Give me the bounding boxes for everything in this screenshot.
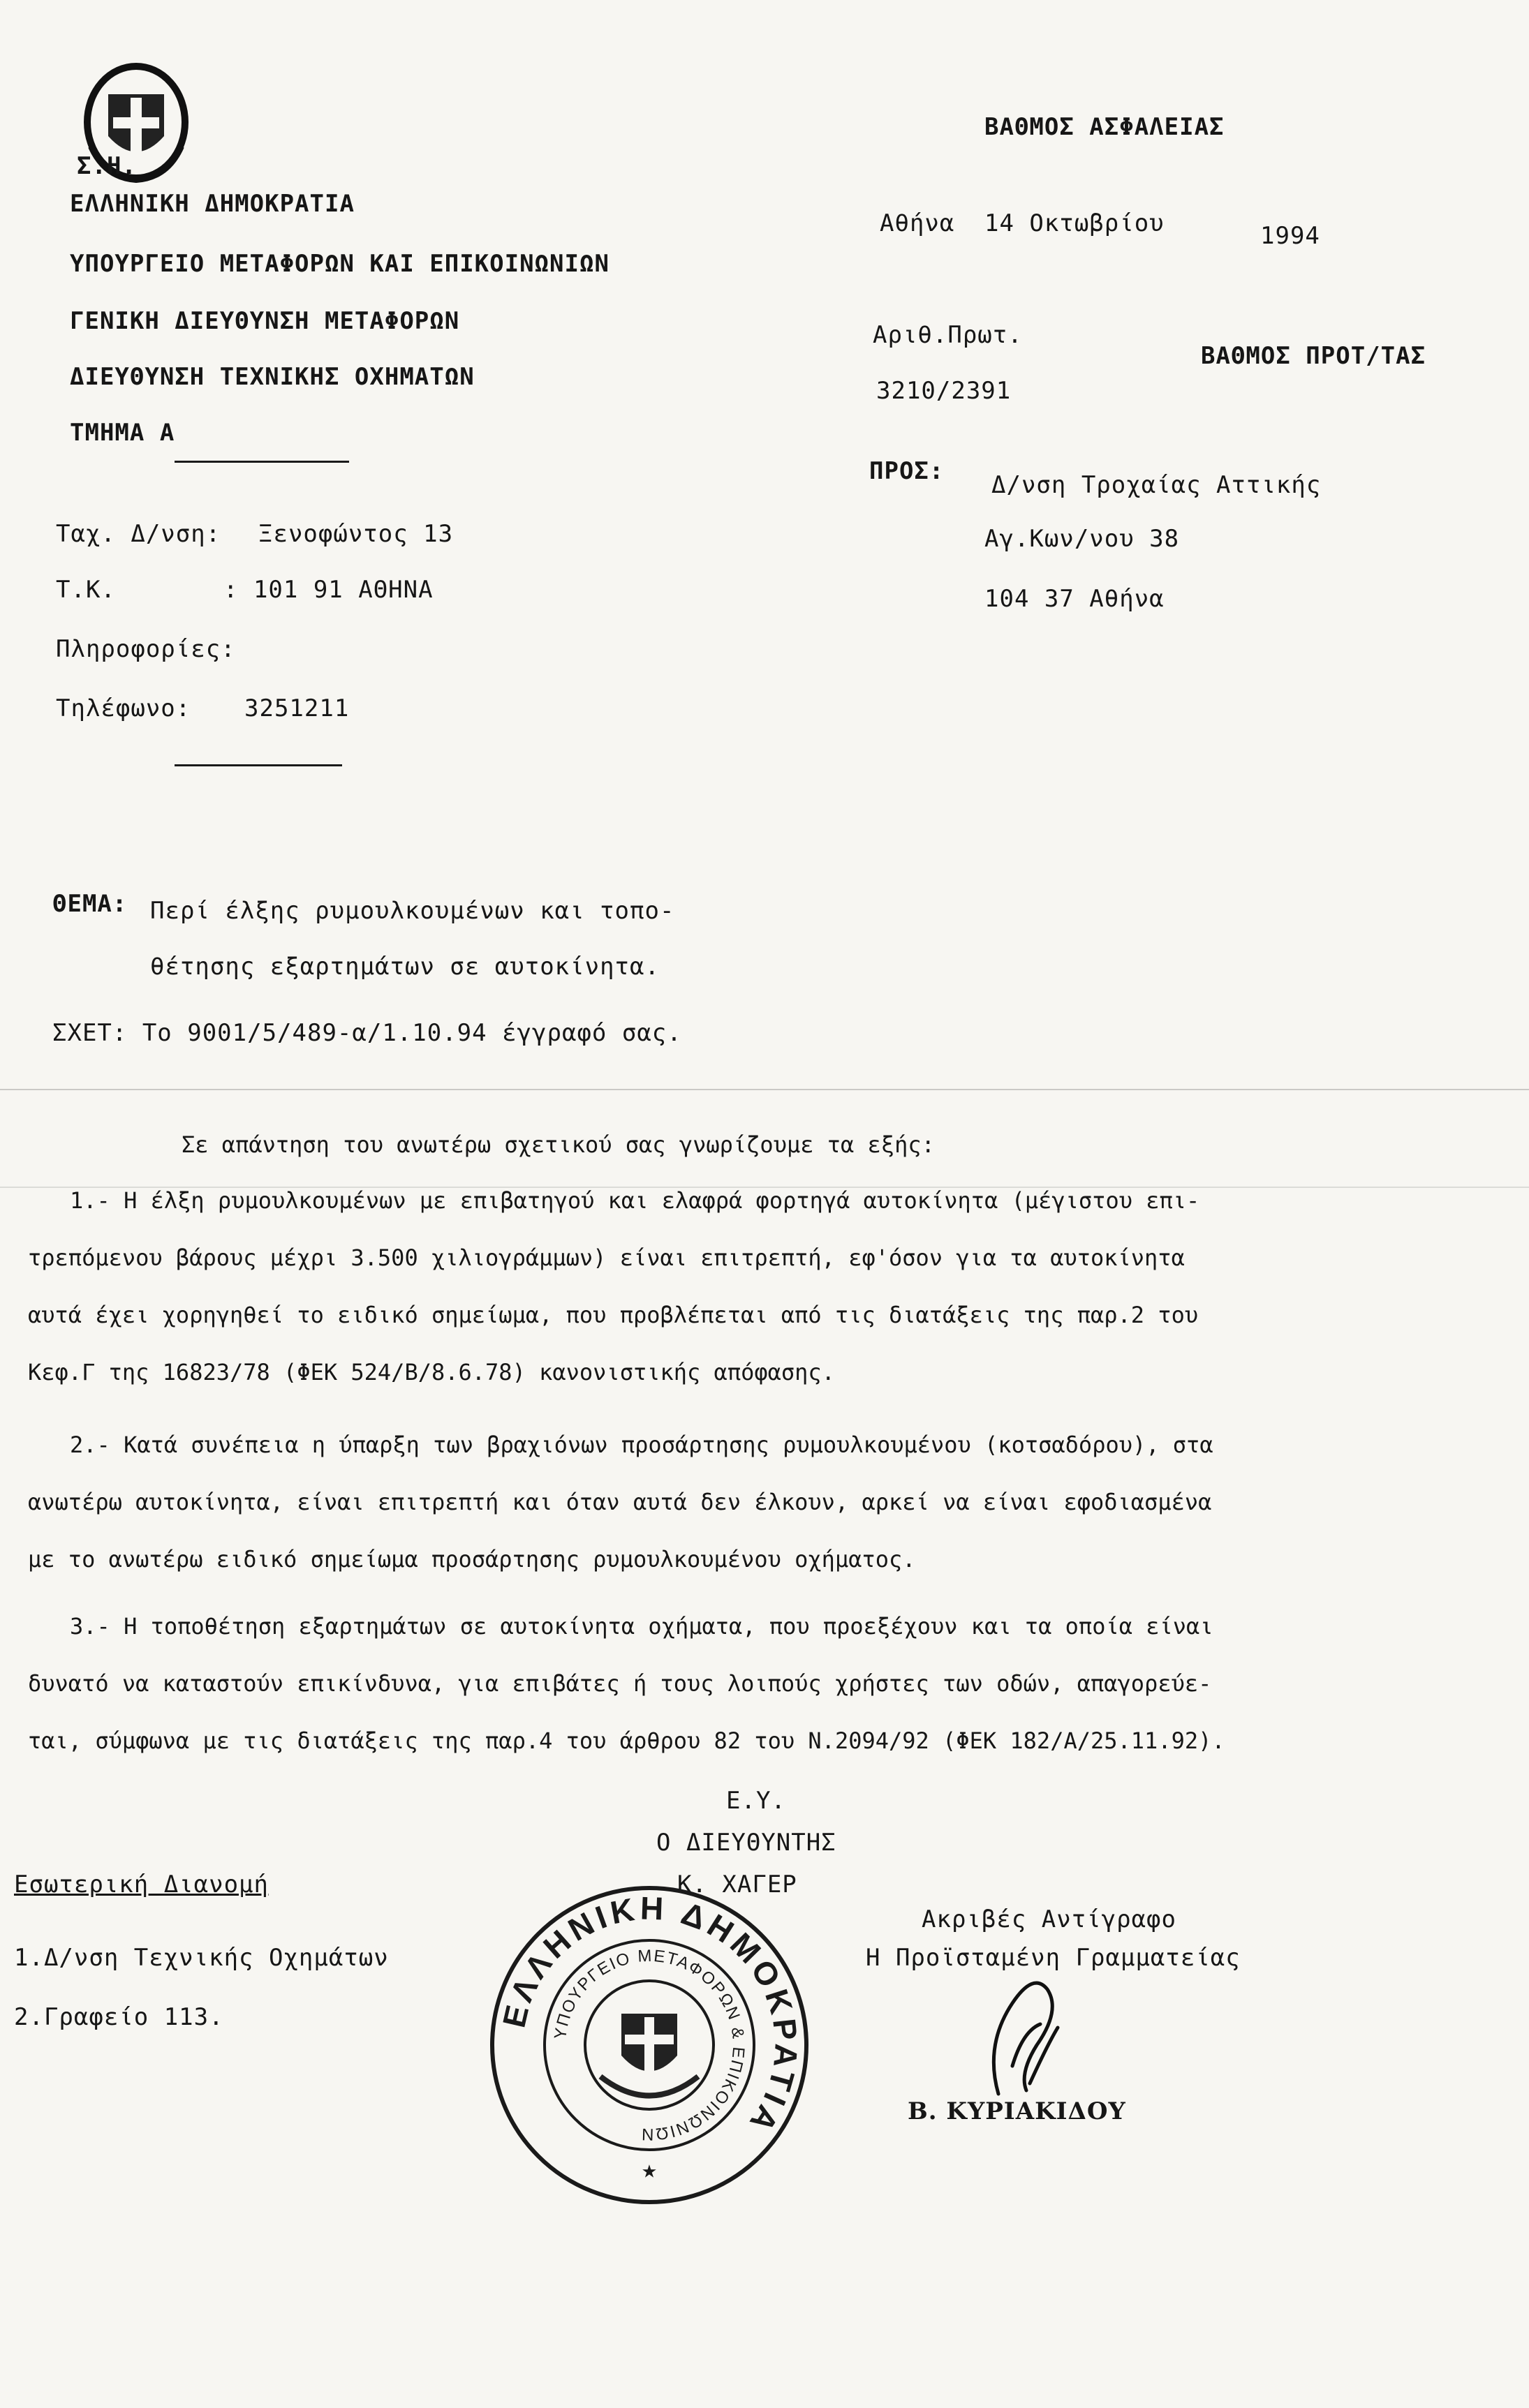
signature-title: Ο ΔΙΕΥΘΥΝΤΗΣ bbox=[656, 1829, 836, 1857]
date-value: 14 Οκτωβρίου bbox=[984, 209, 1165, 237]
stamp-outer-text: ΕΛΛΗΝΙΚΗ ΔΗΜΟΚΡΑΤΙΑ bbox=[495, 1889, 805, 2142]
stamp-inner-text: ΥΠΟΥΡΓΕΙΟ ΜΕΤΑΦΟΡΩΝ & ΕΠΙΚΟΙΝΩΝΙΩΝ bbox=[551, 1946, 748, 2144]
header-directorate: ΔΙΕΥΘΥΝΣΗ ΤΕΧΝΙΚΗΣ ΟΧΗΜΑΤΩΝ bbox=[70, 363, 475, 391]
signature-ey: Ε.Υ. bbox=[726, 1787, 786, 1815]
distribution-item-1: 1.Δ/νση Τεχνικής Οχημάτων bbox=[14, 1944, 389, 1972]
tk-value: : 101 91 ΑΘΗΝΑ bbox=[223, 576, 434, 604]
subject-reference: ΣΧΕΤ: Το 9001/5/489-α/1.10.94 έγγραφό σας. bbox=[52, 1019, 682, 1047]
copy-signatory-name: Β. ΚΥΡΙΑΚΙΔΟΥ bbox=[908, 2097, 1126, 2125]
p2-line-3: με το ανωτέρω ειδικό σημείωμα προσάρτησης ρυμουλκουμένου οχήματος. bbox=[28, 1546, 916, 1573]
distribution-title: Εσωτερική Διανομή bbox=[14, 1871, 269, 1898]
address-value: Ξενοφώντος 13 bbox=[258, 520, 454, 548]
subject-label: ΘΕΜΑ: bbox=[52, 890, 128, 918]
body-intro: Σε απάντηση του ανωτέρω σχετικού σας γνωρίζουμε τα εξής: bbox=[182, 1131, 935, 1158]
priority-level: ΒΑΘΜΟΣ ΠΡΟΤ/ΤΑΣ bbox=[1201, 342, 1426, 370]
recipient-line-1: Δ/νση Τροχαίας Αττικής bbox=[991, 471, 1322, 499]
p1-line-3: αυτά έχει χορηγηθεί το ειδικό σημείωμα, που προβλέπεται από τις διατάξεις της παρ.2 του bbox=[28, 1302, 1199, 1328]
address-label: Ταχ. Δ/νση: bbox=[56, 520, 221, 548]
fold-line bbox=[0, 1089, 1529, 1090]
header-rule bbox=[175, 461, 349, 463]
official-stamp-icon bbox=[482, 1878, 817, 2213]
phone-value: 3251211 bbox=[244, 694, 350, 722]
stamp-star-icon: ★ bbox=[642, 2155, 657, 2184]
contact-rule bbox=[175, 764, 342, 766]
recipient-line-3: 104 37 Αθήνα bbox=[984, 585, 1165, 613]
recipient-line-2: Αγ.Κων/νου 38 bbox=[984, 525, 1180, 553]
header-abbr: Σ.Η. bbox=[77, 152, 137, 180]
info-label: Πληροφορίες: bbox=[56, 635, 236, 663]
subject-line-1: Περί έλξης ρυμουλκουμένων και τοπο- bbox=[150, 897, 675, 925]
p3-line-3: ται, σύμφωνα με τις διατάξεις της παρ.4 του άρθρου 82 του Ν.2094/92 (ΦΕΚ 182/Α/25.11.92). bbox=[28, 1727, 1225, 1754]
p3-line-1: 3.- Η τοποθέτηση εξαρτημάτων σε αυτοκίνητα οχήματα, που προεξέχουν και τα οποία είναι bbox=[70, 1613, 1213, 1640]
phone-label: Τηλέφωνο: bbox=[56, 694, 191, 722]
p2-line-1: 2.- Κατά συνέπεια η ύπαρξη των βραχιόνων προσάρτησης ρυμουλκουμένου (κοτσαδόρου), στα bbox=[70, 1432, 1213, 1458]
protocol-label: Αριθ.Πρωτ. bbox=[873, 321, 1023, 349]
date-place: Αθήνα bbox=[880, 209, 955, 237]
distribution-item-2: 2.Γραφείο 113. bbox=[14, 2003, 224, 2031]
p3-line-2: δυνατό να καταστούν επικίνδυνα, για επιβάτες ή τους λοιπούς χρήστες των οδών, απαγορεύε- bbox=[28, 1670, 1212, 1697]
signature-name: Κ. ΧΑΓΕΡ bbox=[677, 1871, 797, 1898]
copy-line-2: Η Προϊσταμένη Γραμματείας bbox=[866, 1944, 1241, 1972]
date-year: 1994 bbox=[1260, 222, 1320, 250]
p2-line-2: ανωτέρω αυτοκίνητα, είναι επιτρεπτή και όταν αυτά δεν έλκουν, αρκεί να είναι εφοδιασμένα bbox=[28, 1489, 1212, 1515]
header-country: ΕΛΛΗΝΙΚΗ ΔΗΜΟΚΡΑΤΙΑ bbox=[70, 190, 355, 218]
p1-line-2: τρεπόμενου βάρους μέχρι 3.500 χιλιογράμμων) είναι επιτρεπτή, εφ'όσον για τα αυτοκίνητα bbox=[28, 1244, 1185, 1271]
copy-line-1: Ακριβές Αντίγραφο bbox=[922, 1905, 1176, 1933]
p1-line-4: Κεφ.Γ της 16823/78 (ΦΕΚ 524/Β/8.6.78) κανονιστικής απόφασης. bbox=[28, 1359, 835, 1385]
protocol-value: 3210/2391 bbox=[876, 377, 1012, 405]
p1-line-1: 1.- Η έλξη ρυμουλκουμένων με επιβατηγού και ελαφρά φορτηγά αυτοκίνητα (μέγιστου επι- bbox=[70, 1187, 1200, 1214]
security-level: ΒΑΘΜΟΣ ΑΣΦΑΛΕΙΑΣ bbox=[984, 113, 1225, 141]
handwritten-signature-icon bbox=[970, 1961, 1075, 2101]
recipient-label: ΠΡΟΣ: bbox=[869, 457, 945, 485]
header-section: ΤΜΗΜΑ Α bbox=[70, 419, 175, 447]
subject-line-2: θέτησης εξαρτημάτων σε αυτοκίνητα. bbox=[150, 953, 660, 981]
tk-label: Τ.Κ. bbox=[56, 576, 116, 604]
header-ministry: ΥΠΟΥΡΓΕΙΟ ΜΕΤΑΦΟΡΩΝ ΚΑΙ ΕΠΙΚΟΙΝΩΝΙΩΝ bbox=[70, 250, 610, 278]
header-directorate-general: ΓΕΝΙΚΗ ΔΙΕΥΘΥΝΣΗ ΜΕΤΑΦΟΡΩΝ bbox=[70, 307, 460, 335]
